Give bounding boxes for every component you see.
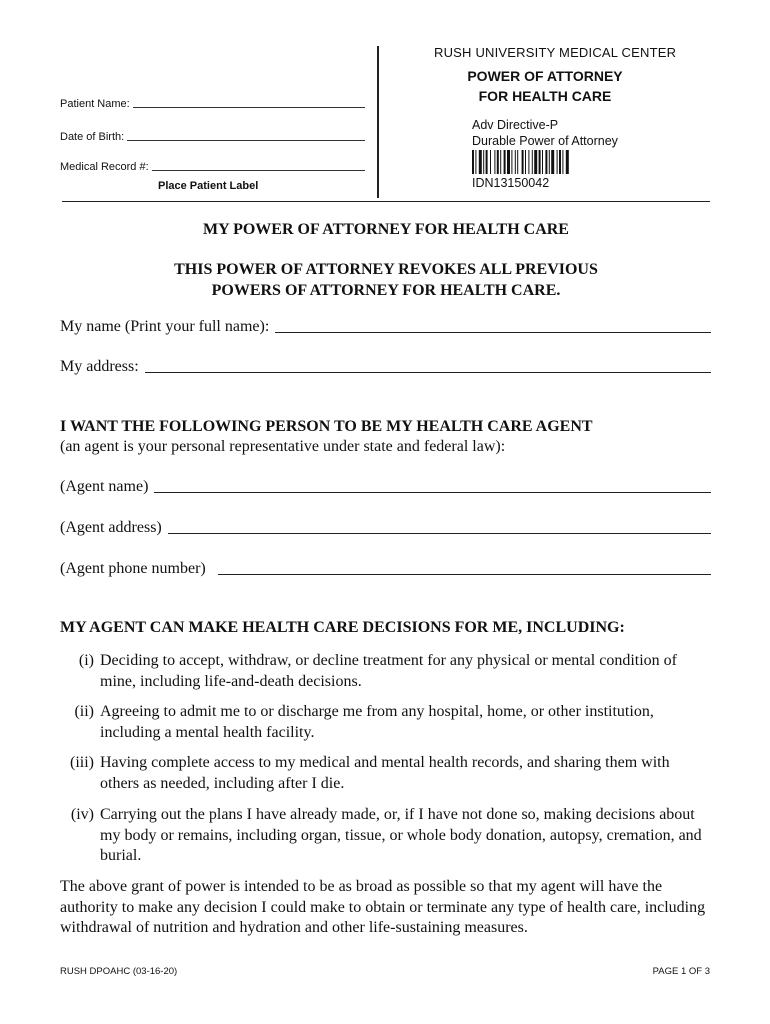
form-title-line1: POWER OF ATTORNEY [467,68,623,84]
dob-line[interactable] [127,130,365,141]
list-item [60,753,710,794]
list-item [60,805,710,867]
list-item-text: Having complete access to my medical and mental health records, and sharing them with others as needed, including after I die. [100,754,670,792]
patient-name-label: Patient Name: [60,98,130,110]
barcode-icon [472,150,610,174]
list-item-text: Agreeing to admit me to or discharge me from any hospital, home, or other institution, including a mental health facility. [100,703,654,741]
powers-heading: MY AGENT CAN MAKE HEALTH CARE DECISIONS FOR ME, INCLUDING: [60,619,625,636]
page-number: PAGE 1 OF 3 [652,966,710,977]
idn-number: IDN13150042 [472,176,550,190]
patient-name-line[interactable] [133,97,365,108]
mrn-line[interactable] [152,160,365,171]
address-line[interactable] [145,360,711,373]
list-item [60,702,710,743]
doc-type-line2: Durable Power of Attorney [472,134,618,148]
revokes-line1: THIS POWER OF ATTORNEY REVOKES ALL PREVIOUS [174,261,598,278]
full-name-line[interactable] [275,320,711,333]
revokes-line2: POWERS OF ATTORNEY FOR HEALTH CARE. [211,282,561,299]
agent-address-line[interactable] [168,521,711,534]
full-name-label: My name (Print your full name): [60,318,270,335]
organization-name: RUSH UNIVERSITY MEDICAL CENTER [434,45,677,60]
agent-address-label: (Agent address) [60,519,162,536]
grant-paragraph: The above grant of power is intended to be as broad as possible so that my agent will have the authority to make any decision I could make to obtain or terminate any type of health care, including withdrawal of nutrition and hydration and other life-sustaining measures. [60,878,706,936]
page-title: MY POWER OF ATTORNEY FOR HEALTH CARE [203,221,569,238]
patient-name-field[interactable] [60,97,365,110]
form-code: RUSH DPOAHC (03-16-20) [60,966,178,977]
agent-heading: I WANT THE FOLLOWING PERSON TO BE MY HEALTH CARE AGENT [60,418,593,435]
form-title-line2: FOR HEALTH CARE [478,88,612,104]
agent-name-field[interactable] [60,478,711,496]
full-name-field[interactable] [60,318,711,336]
dob-field[interactable] [60,130,365,143]
list-item [60,651,710,692]
agent-name-line[interactable] [154,480,711,493]
agent-phone-label: (Agent phone number) [60,560,206,577]
header-divider-vertical [377,46,379,198]
revokes-notice [62,259,710,301]
header-divider-horizontal [62,201,710,202]
list-item-number: (iii) [70,754,94,771]
dob-label: Date of Birth: [60,131,125,143]
agent-subheading: (an agent is your personal representative under state and federal law): [60,438,506,455]
agent-name-label: (Agent name) [60,478,149,495]
list-item-number: (ii) [74,703,94,720]
address-label: My address: [60,358,139,375]
place-patient-label: Place Patient Label [158,180,259,192]
agent-phone-field[interactable] [60,560,711,578]
address-field[interactable] [60,358,711,376]
list-item-text: Deciding to accept, withdraw, or decline treatment for any physical or mental condition of mine, including life-and-death decisions. [100,652,677,690]
mrn-field[interactable] [60,160,365,173]
list-item-text: Carrying out the plans I have already made, or, if I have not done so, making decisions about my body or remains, including organ, tissue, or whole body donation, autopsy, cremation, and burial. [100,806,702,864]
list-item-number: (iv) [70,806,94,823]
agent-phone-line[interactable] [218,562,711,575]
doc-type-line1: Adv Directive-P [472,118,559,132]
form-title [440,66,650,106]
agent-address-field[interactable] [60,519,711,537]
list-item-number: (i) [78,652,94,669]
document-type [472,117,618,149]
mrn-label: Medical Record #: [60,161,149,173]
